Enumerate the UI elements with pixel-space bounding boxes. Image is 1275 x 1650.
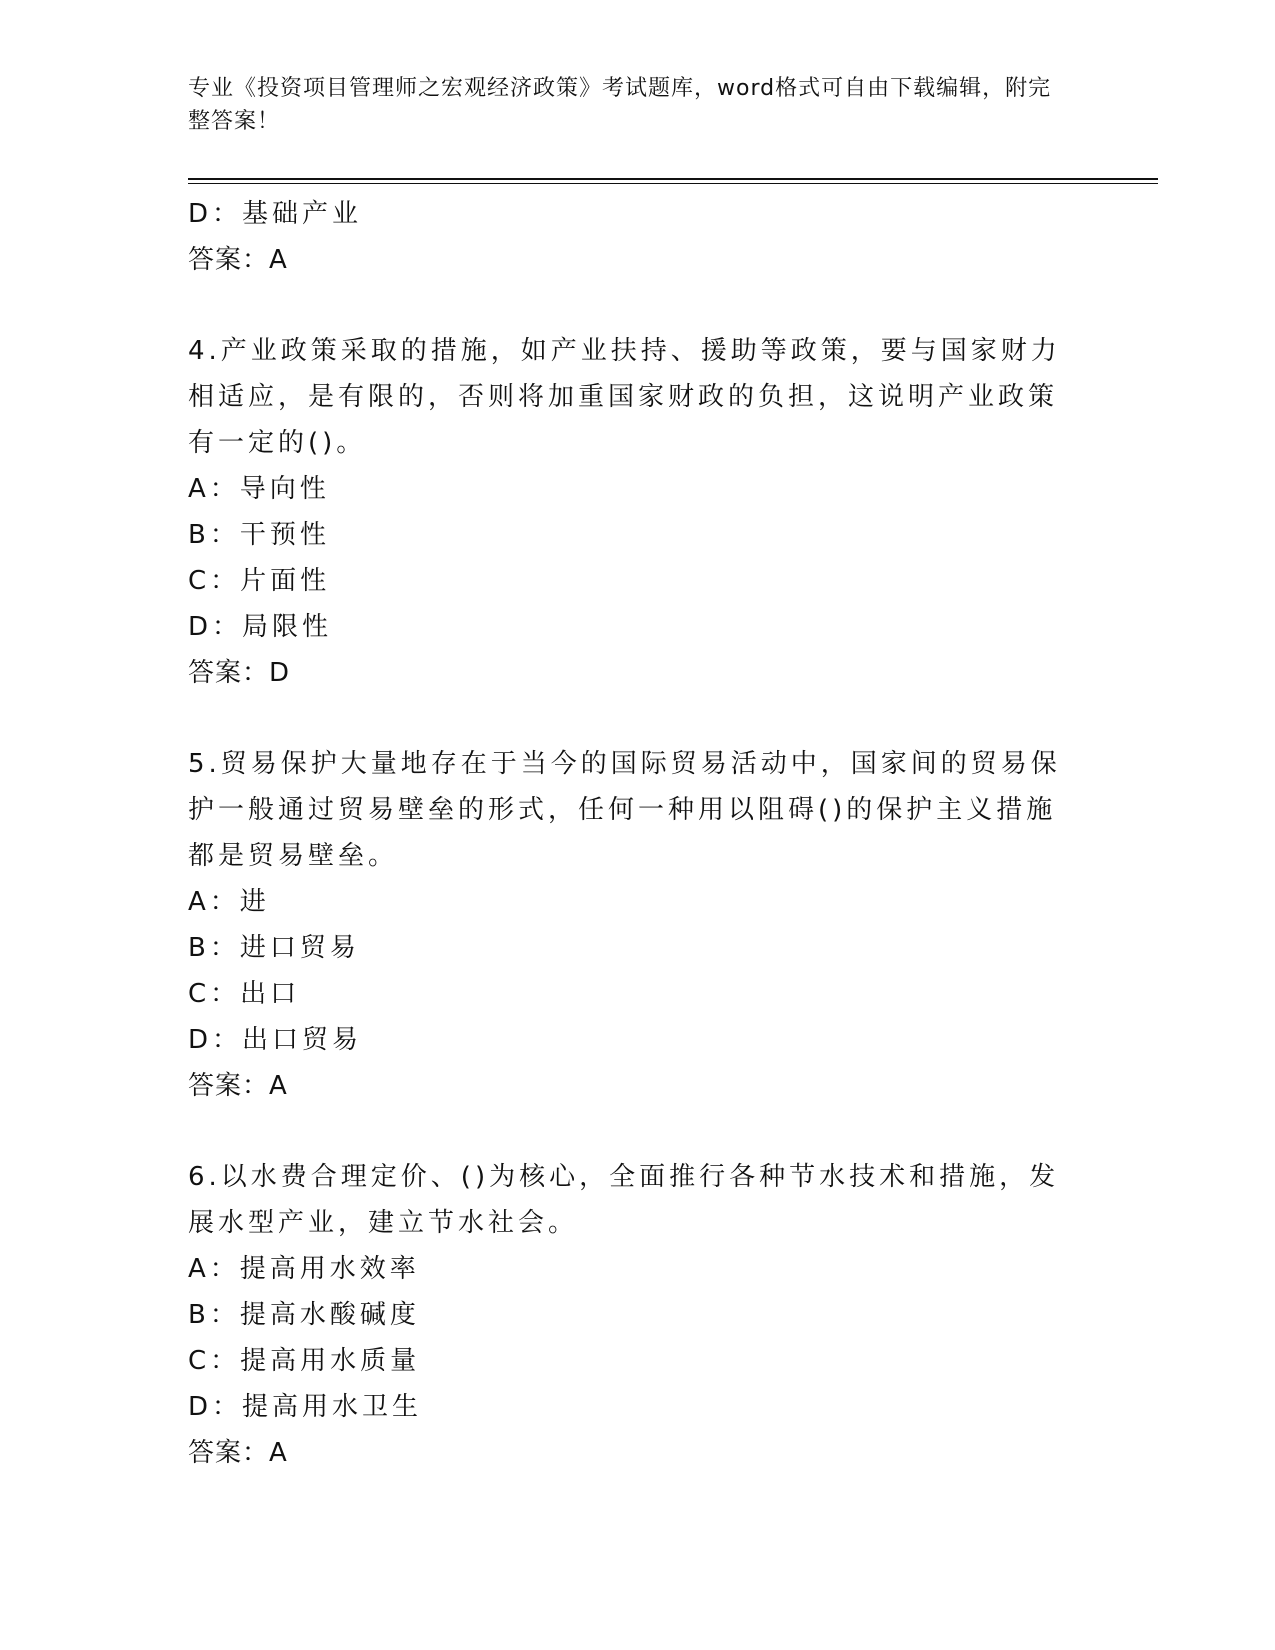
answer-label: 答案：A bbox=[188, 245, 288, 275]
question-stem: 6.以水费合理定价、()为核心，全面推行各种节水技术和措施，发展水型产业，建立节水社会。 bbox=[188, 1162, 1060, 1238]
option-d: D：基础产业 bbox=[188, 199, 363, 229]
question-stem: 5.贸易保护大量地存在于当今的国际贸易活动中，国家间的贸易保护一般通过贸易壁垒的形式，任何一种用以阻碍()的保护主义措施都是贸易壁垒。 bbox=[188, 749, 1061, 871]
question-6 bbox=[188, 1154, 1068, 1476]
answer-label: 答案：A bbox=[188, 1071, 288, 1101]
option-a: A：提高用水效率 bbox=[188, 1254, 420, 1284]
option-d: D：提高用水卫生 bbox=[188, 1392, 423, 1422]
option-c: C：片面性 bbox=[188, 566, 331, 596]
header-divider-thin bbox=[188, 183, 1158, 184]
option-c: C：提高用水质量 bbox=[188, 1346, 421, 1376]
answer-label: 答案：A bbox=[188, 1438, 288, 1468]
option-d: D：局限性 bbox=[188, 612, 333, 642]
answer-label: 答案：D bbox=[188, 658, 291, 688]
option-d: D：出口贸易 bbox=[188, 1025, 363, 1055]
option-c: C：出口 bbox=[188, 979, 301, 1009]
option-b: B：提高水酸碱度 bbox=[188, 1300, 420, 1330]
option-a: A：进 bbox=[188, 887, 270, 917]
header-divider-thick bbox=[188, 178, 1158, 180]
option-b: B：干预性 bbox=[188, 520, 330, 550]
question-stem: 4.产业政策采取的措施，如产业扶持、援助等政策，要与国家财力相适应，是有限的，否则将加重国家财政的负担，这说明产业政策有一定的()。 bbox=[188, 336, 1061, 458]
question-5 bbox=[188, 741, 1068, 1109]
document-header: 专业《投资项目管理师之宏观经济政策》考试题库，word格式可自由下载编辑，附完整答案！ bbox=[188, 76, 1052, 134]
option-a: A：导向性 bbox=[188, 474, 330, 504]
option-b: B：进口贸易 bbox=[188, 933, 360, 963]
question-4 bbox=[188, 328, 1068, 696]
question-list bbox=[188, 191, 1068, 1476]
